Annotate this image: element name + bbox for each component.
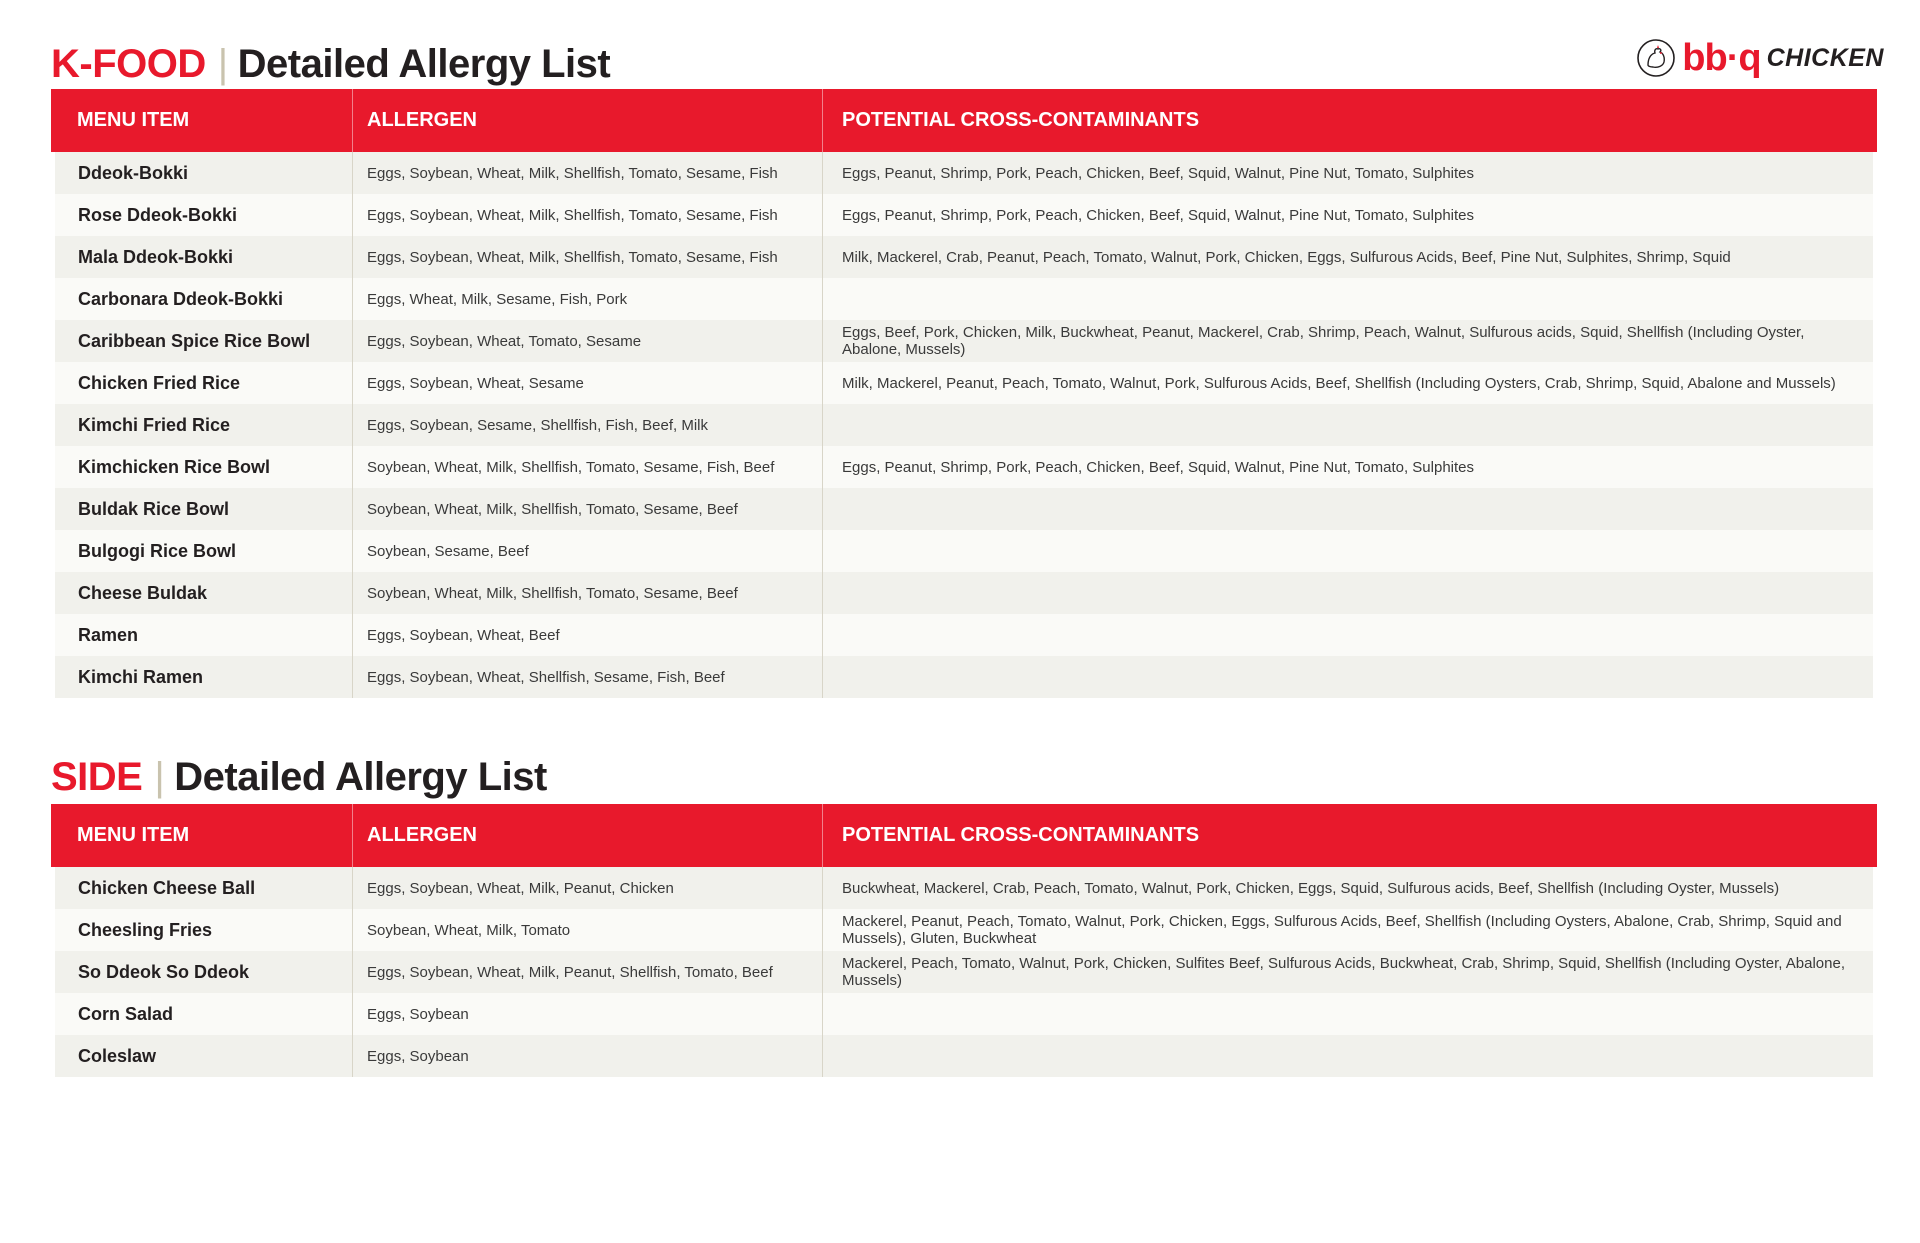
cross-contaminants-cell: Buckwheat, Mackerel, Crab, Peach, Tomato, Walnut, Pork, Chicken, Eggs, Squid, Sulfurous acids, Beef, Shellfish (Including Oyster, Mussels) (842, 879, 1780, 897)
cross-contaminants-cell (823, 530, 1873, 572)
logo-word: CHICKEN (1766, 43, 1884, 72)
table-row (55, 656, 1873, 698)
menu-item-cell: Ddeok-Bokki (55, 152, 353, 194)
cross-contaminants-cell (823, 488, 1873, 530)
side-table-body (55, 867, 1873, 1077)
menu-item-cell: Carbonara Ddeok-Bokki (55, 278, 353, 320)
kfood-title-text: Detailed Allergy List (237, 42, 611, 86)
allergen-cell: Eggs, Soybean, Wheat, Milk, Shellfish, Tomato, Sesame, Fish (353, 152, 823, 194)
side-title-separator: | (154, 755, 165, 799)
cross-contaminants-cell: Milk, Mackerel, Crab, Peanut, Peach, Tomato, Walnut, Pork, Chicken, Eggs, Sulfurous Acids, Beef, Pine Nut, Sulphites, Shrimp, Squid (842, 248, 1731, 266)
allergen-cell: Soybean, Wheat, Milk, Tomato (353, 909, 823, 951)
side-table-header (51, 804, 1877, 867)
allergen-cell: Soybean, Wheat, Milk, Shellfish, Tomato, Sesame, Beef (353, 572, 823, 614)
allergen-cell: Eggs, Wheat, Milk, Sesame, Fish, Pork (353, 278, 823, 320)
menu-item-cell: Chicken Cheese Ball (55, 867, 353, 909)
menu-item-cell: Chicken Fried Rice (55, 362, 353, 404)
menu-item-cell: Bulgogi Rice Bowl (55, 530, 353, 572)
cross-contaminants-cell: Milk, Mackerel, Peanut, Peach, Tomato, Walnut, Pork, Sulfurous Acids, Beef, Shellfish (Including Oysters, Crab, Shrimp, Squid, Abalone and Mussels) (842, 374, 1836, 392)
allergen-cell: Soybean, Sesame, Beef (353, 530, 823, 572)
menu-item-cell: Cheese Buldak (55, 572, 353, 614)
header-allergen: ALLERGEN (353, 89, 823, 152)
side-section-title (51, 757, 547, 797)
table-row (55, 614, 1873, 656)
table-row (55, 951, 1873, 993)
header-cross-contaminants: POTENTIAL CROSS-CONTAMINANTS (842, 109, 1200, 131)
allergen-cell: Eggs, Soybean, Wheat, Tomato, Sesame (353, 320, 823, 362)
menu-item-cell: Mala Ddeok-Bokki (55, 236, 353, 278)
allergen-cell: Eggs, Soybean, Wheat, Shellfish, Sesame, Fish, Beef (353, 656, 823, 698)
cross-contaminants-cell: Eggs, Beef, Pork, Chicken, Milk, Buckwheat, Peanut, Mackerel, Crab, Shrimp, Peach, Walnut, Sulfurous acids, Squid, Shellfish (Including Oyster, Abalone, Mussels) (842, 324, 1805, 358)
menu-item-cell: Cheesling Fries (55, 909, 353, 951)
table-row (55, 572, 1873, 614)
allergen-cell: Soybean, Wheat, Milk, Shellfish, Tomato, Sesame, Beef (353, 488, 823, 530)
menu-item-cell: Buldak Rice Bowl (55, 488, 353, 530)
header-menu-item: MENU ITEM (51, 89, 353, 152)
table-row (55, 530, 1873, 572)
side-allergy-table (51, 804, 1877, 1077)
cross-contaminants-cell (823, 572, 1873, 614)
table-row (55, 236, 1873, 278)
table-row (55, 446, 1873, 488)
allergen-cell: Eggs, Soybean, Wheat, Milk, Shellfish, Tomato, Sesame, Fish (353, 236, 823, 278)
header-allergen: ALLERGEN (353, 804, 823, 867)
header-cross-contaminants: POTENTIAL CROSS-CONTAMINANTS (842, 824, 1200, 846)
allergen-cell: Eggs, Soybean, Wheat, Milk, Peanut, Chicken (353, 867, 823, 909)
kfood-title-separator: | (217, 42, 228, 86)
menu-item-cell: So Ddeok So Ddeok (55, 951, 353, 993)
table-row (55, 488, 1873, 530)
cross-contaminants-cell: Eggs, Peanut, Shrimp, Pork, Peach, Chicken, Beef, Squid, Walnut, Pine Nut, Tomato, Sulphites (842, 458, 1474, 476)
cross-contaminants-cell (823, 278, 1873, 320)
menu-item-cell: Ramen (55, 614, 353, 656)
cross-contaminants-cell (823, 404, 1873, 446)
chicken-emblem-icon (1636, 38, 1676, 78)
menu-item-cell: Kimchi Fried Rice (55, 404, 353, 446)
table-row (55, 362, 1873, 404)
cross-contaminants-cell (823, 656, 1873, 698)
allergen-cell: Soybean, Wheat, Milk, Shellfish, Tomato, Sesame, Fish, Beef (353, 446, 823, 488)
bbq-chicken-logo (1636, 36, 1884, 80)
table-row (55, 909, 1873, 951)
table-row (55, 404, 1873, 446)
cross-contaminants-cell: Mackerel, Peach, Tomato, Walnut, Pork, Chicken, Sulfites Beef, Sulfurous Acids, Buckwheat, Crab, Shrimp, Squid, Shellfish (Including Oyster, Abalone, Mussels) (842, 955, 1845, 989)
allergen-cell: Eggs, Soybean (353, 993, 823, 1035)
logo-mark: bb·q (1682, 36, 1761, 79)
table-row (55, 278, 1873, 320)
side-title-text: Detailed Allergy List (174, 755, 547, 799)
cross-contaminants-cell: Eggs, Peanut, Shrimp, Pork, Peach, Chicken, Beef, Squid, Walnut, Pine Nut, Tomato, Sulphites (842, 164, 1474, 182)
allergen-cell: Eggs, Soybean, Wheat, Beef (353, 614, 823, 656)
table-row (55, 320, 1873, 362)
menu-item-cell: Coleslaw (55, 1035, 353, 1077)
kfood-table-body (55, 152, 1873, 698)
kfood-section-title (51, 44, 610, 84)
menu-item-cell: Rose Ddeok-Bokki (55, 194, 353, 236)
table-row (55, 867, 1873, 909)
table-row (55, 1035, 1873, 1077)
kfood-title-brand: K-FOOD (51, 42, 206, 86)
allergen-cell: Eggs, Soybean, Wheat, Milk, Shellfish, Tomato, Sesame, Fish (353, 194, 823, 236)
cross-contaminants-cell: Eggs, Peanut, Shrimp, Pork, Peach, Chicken, Beef, Squid, Walnut, Pine Nut, Tomato, Sulphites (842, 206, 1474, 224)
cross-contaminants-cell (823, 1035, 1873, 1077)
allergen-cell: Eggs, Soybean, Wheat, Sesame (353, 362, 823, 404)
menu-item-cell: Corn Salad (55, 993, 353, 1035)
table-row (55, 152, 1873, 194)
header-menu-item: MENU ITEM (51, 804, 353, 867)
allergen-cell: Eggs, Soybean (353, 1035, 823, 1077)
menu-item-cell: Caribbean Spice Rice Bowl (55, 320, 353, 362)
allergen-cell: Eggs, Soybean, Wheat, Milk, Peanut, Shellfish, Tomato, Beef (353, 951, 823, 993)
kfood-allergy-table (51, 89, 1877, 698)
menu-item-cell: Kimchicken Rice Bowl (55, 446, 353, 488)
side-title-brand: SIDE (51, 755, 143, 799)
cross-contaminants-cell: Mackerel, Peanut, Peach, Tomato, Walnut, Pork, Chicken, Eggs, Sulfurous Acids, Beef, Shellfish (Including Oysters, Abalone, Crab, Shrimp, Squid and Mussels), Gluten, Buckwheat (842, 913, 1842, 947)
cross-contaminants-cell (823, 614, 1873, 656)
cross-contaminants-cell (823, 993, 1873, 1035)
table-row (55, 993, 1873, 1035)
kfood-table-header (51, 89, 1877, 152)
table-row (55, 194, 1873, 236)
allergen-cell: Eggs, Soybean, Sesame, Shellfish, Fish, Beef, Milk (353, 404, 823, 446)
menu-item-cell: Kimchi Ramen (55, 656, 353, 698)
